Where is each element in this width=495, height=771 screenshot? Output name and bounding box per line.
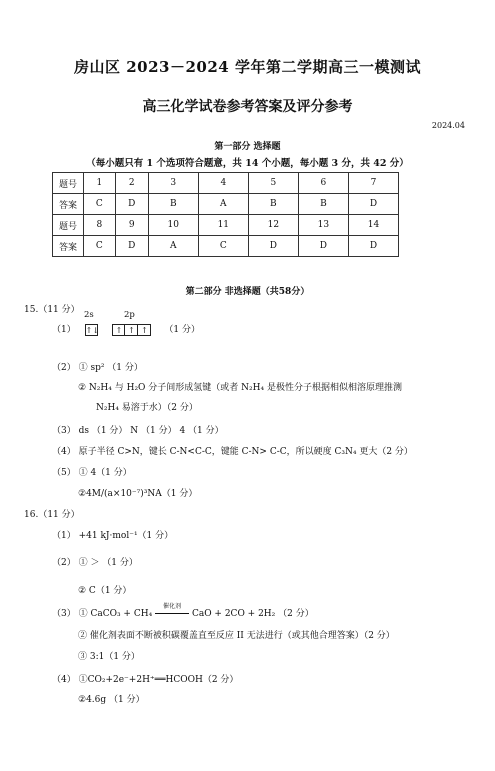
cell-q: 1 <box>84 173 116 194</box>
cell-a: B <box>298 194 348 215</box>
part2-title: 第二部分 非选择题（共58分） <box>185 287 310 297</box>
table-row <box>53 173 399 194</box>
q16-part2-line2: ② C（1 分） <box>78 586 132 596</box>
q16-part2-line1: （2） ① ＞ （1 分） <box>52 558 138 568</box>
q16-part3-line2: ② 催化剂表面不断被积碳覆盖直至反应 II 无法进行（或其他合理答案）（2 分） <box>78 631 395 641</box>
orbital-box-2s: ↑↓ <box>85 325 100 335</box>
cell-a: C <box>198 236 248 257</box>
cell-q: 5 <box>248 173 298 194</box>
answer-table <box>52 172 399 257</box>
orbital-box-2p: ↑ <box>112 324 125 336</box>
q15-part2-line3: N₂H₄ 易溶于水）（2 分） <box>96 403 198 413</box>
q15-part3: （3） ds （1 分） N （1 分） 4 （1 分） <box>52 426 224 436</box>
cell-q: 9 <box>115 215 148 236</box>
cell-a: B <box>148 194 198 215</box>
row-label-question: 题号 <box>53 173 84 194</box>
q16-part4-line2: ②4.6g （1 分） <box>78 695 145 705</box>
document-date: 2024.04 <box>431 121 465 130</box>
cell-q: 13 <box>298 215 348 236</box>
cell-q: 6 <box>298 173 348 194</box>
orbital-label-2s: 2s <box>84 310 94 320</box>
cell-a: D <box>348 236 398 257</box>
q15-part1 <box>52 322 200 336</box>
q16-part3-line1 <box>52 603 314 619</box>
row-label-question: 题号 <box>53 215 84 236</box>
catalyst-arrow <box>155 603 189 619</box>
q15-part1-score: （1 分） <box>164 325 200 335</box>
cell-a: B <box>248 194 298 215</box>
q16-part3-line3: ③ 3:1（1 分） <box>78 652 140 662</box>
cell-a: D <box>115 194 148 215</box>
q15-part2-line2: ② N₂H₄ 与 H₂O 分子间形成氢键（或者 N₂H₄ 是极性分子根据相似相溶原理推测 <box>78 383 402 393</box>
cell-q: 10 <box>148 215 198 236</box>
q15-part5-line1: （5） ① 4（1 分） <box>52 468 132 478</box>
part1-title: 第一部分 选择题 <box>214 142 281 152</box>
cell-a: C <box>84 194 116 215</box>
cell-q: 2 <box>115 173 148 194</box>
table-row <box>53 194 399 215</box>
q15-heading: 15.（11 分） <box>24 305 80 315</box>
cell-a: A <box>198 194 248 215</box>
q15-part1-number: （1） <box>52 325 76 335</box>
q15-part5-line2: ②4M/(a×10⁻⁷)³NA（1 分） <box>78 489 198 499</box>
table-row <box>53 236 399 257</box>
document-subtitle: 高三化学试卷参考答案及评分参考 <box>142 99 353 115</box>
cell-a: D <box>115 236 148 257</box>
q16-part1: （1） +41 kJ·mol⁻¹（1 分） <box>52 531 174 541</box>
orbital-label-2p: 2p <box>124 310 135 320</box>
cell-q: 12 <box>248 215 298 236</box>
q15-part2-line1: （2） ① sp² （1 分） <box>52 363 143 373</box>
q16-part3-prefix: （3） ① CaCO₃ + CH₄ <box>52 609 153 619</box>
q16-heading: 16.（11 分） <box>24 510 80 520</box>
q16-part3-suffix: CaO + 2CO + 2H₂ （2 分） <box>191 609 314 619</box>
catalyst-label: 催化剂 <box>163 603 182 610</box>
cell-q: 14 <box>348 215 398 236</box>
q15-part4: （4） 原子半径 C>N，键长 C-N<C-C，键能 C-N> C-C，所以硬度 C₃N₄ 更大（2 分） <box>52 447 413 457</box>
table-row <box>53 215 399 236</box>
cell-a: C <box>84 236 116 257</box>
cell-q: 7 <box>348 173 398 194</box>
cell-a: D <box>348 194 398 215</box>
cell-q: 11 <box>198 215 248 236</box>
row-label-answer: 答案 <box>53 236 84 257</box>
cell-q: 4 <box>198 173 248 194</box>
cell-q: 8 <box>84 215 116 236</box>
cell-a: A <box>148 236 198 257</box>
document-title: 房山区 2023－2024 学年第二学期高三一模测试 <box>74 58 421 76</box>
part1-note: （每小题只有 1 个选项符合题意，共 14 个小题，每小题 3 分，共 42 分） <box>86 158 409 169</box>
q16-part4-line1: （4） ①CO₂+2e⁻+2H⁺══HCOOH（2 分） <box>52 675 239 685</box>
cell-q: 3 <box>148 173 198 194</box>
row-label-answer: 答案 <box>53 194 84 215</box>
orbital-box-2p: ↑ <box>138 324 151 336</box>
orbital-box-2p: ↑ <box>125 324 138 336</box>
cell-a: D <box>298 236 348 257</box>
reaction-arrow-icon <box>155 613 189 614</box>
cell-a: D <box>248 236 298 257</box>
